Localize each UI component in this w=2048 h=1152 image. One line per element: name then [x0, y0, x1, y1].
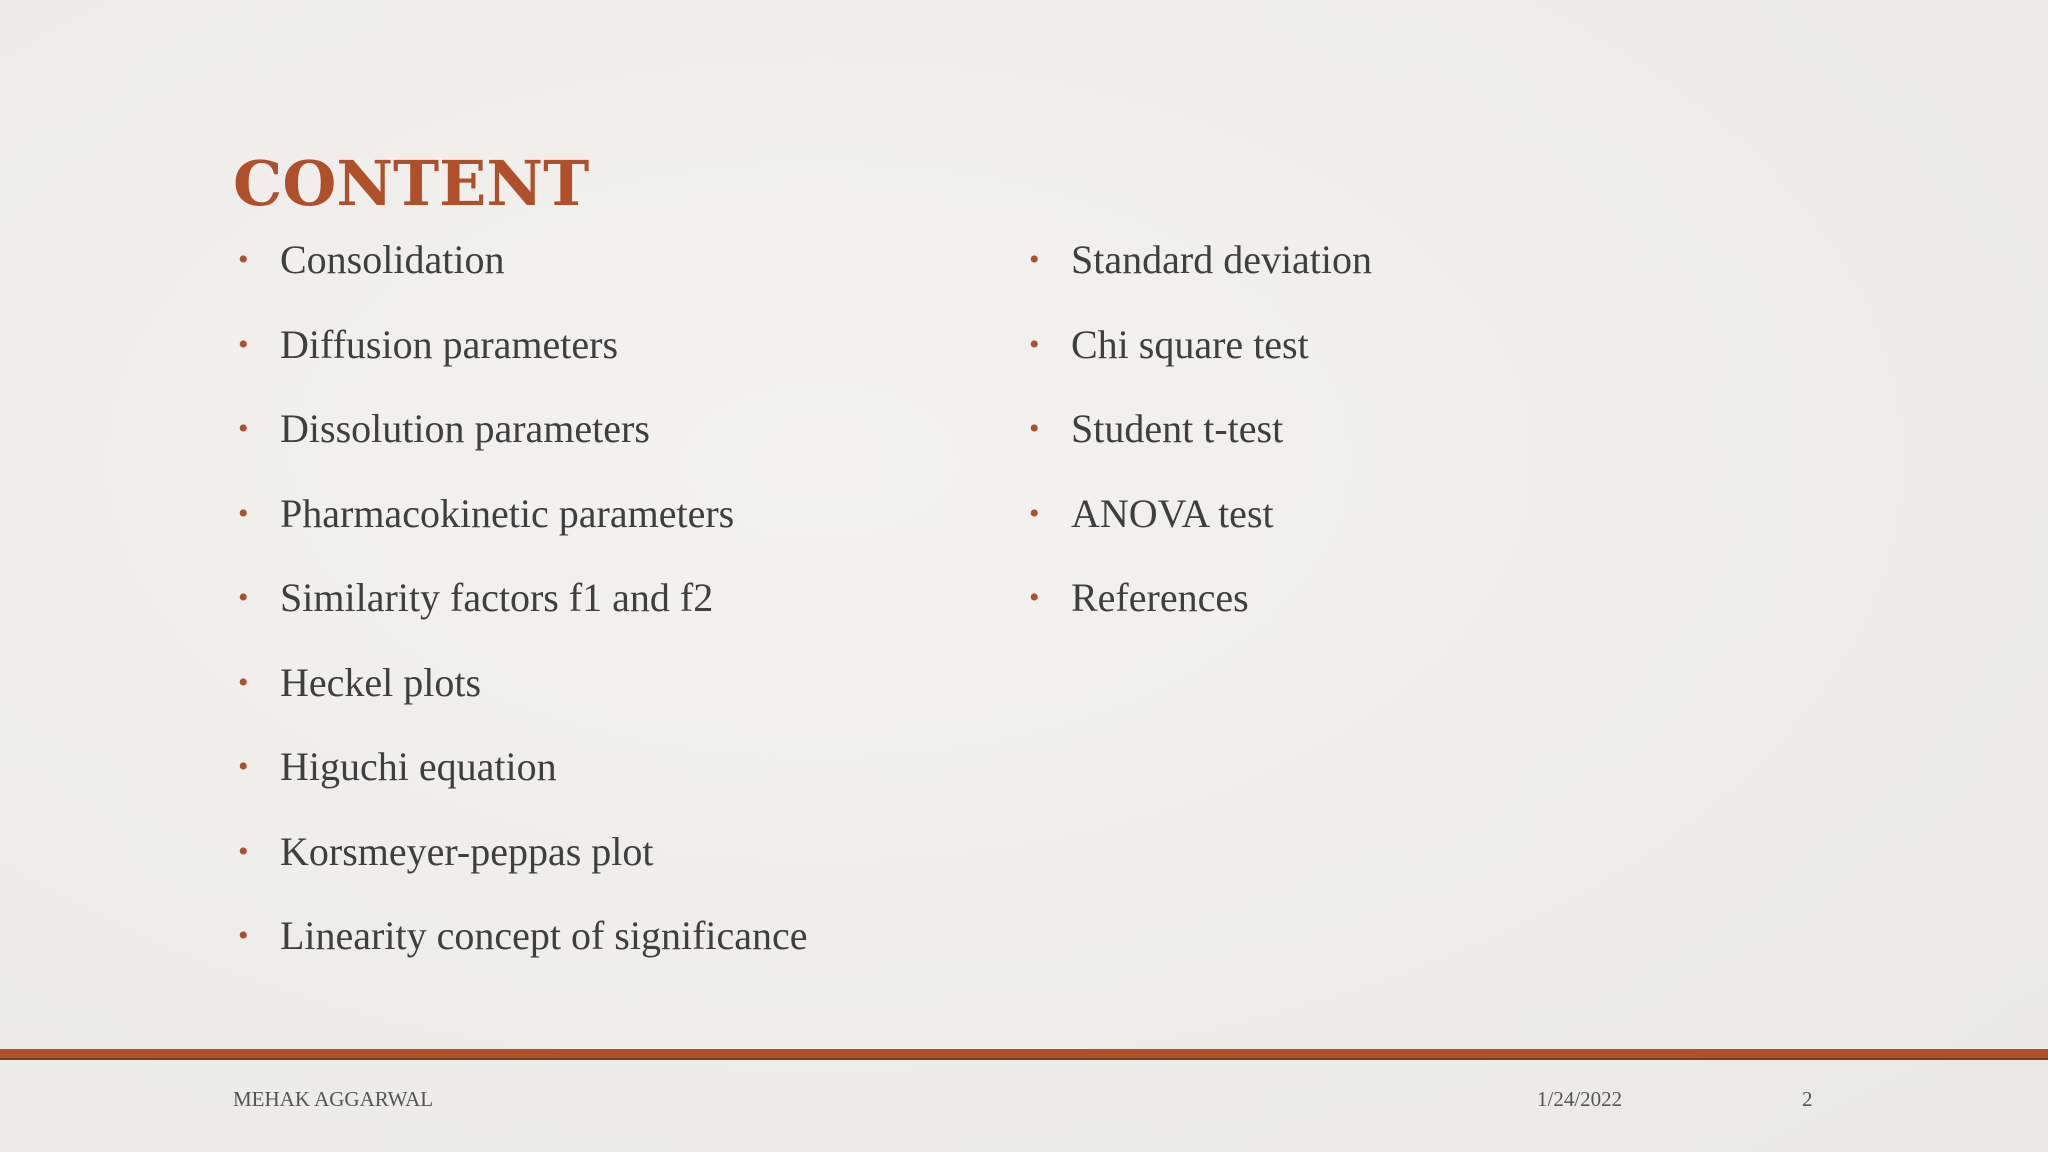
list-item-text: Linearity concept of significance — [280, 913, 808, 958]
bullet-icon: • — [238, 750, 249, 783]
list-item-text: Standard deviation — [1071, 237, 1373, 282]
bullet-icon: • — [1029, 243, 1040, 276]
list-item-text: Dissolution parameters — [280, 406, 650, 451]
list-item — [238, 478, 808, 563]
list-item-text: Diffusion parameters — [280, 321, 619, 367]
list-item — [1029, 224, 1372, 309]
bullet-icon: • — [238, 327, 249, 361]
bullet-icon: • — [238, 581, 249, 614]
bullet-icon: • — [238, 834, 249, 868]
bullet-icon: • — [238, 243, 249, 276]
list-item-text: Korsmeyer-peppas plot — [280, 828, 654, 874]
footer-author: MEHAK AGGARWAL — [233, 1087, 434, 1111]
list-item-text: Similarity factors f1 and f2 — [280, 575, 714, 620]
content-list-left — [238, 224, 808, 985]
bullet-icon: • — [1029, 496, 1040, 530]
list-item — [238, 309, 808, 394]
list-item — [238, 647, 808, 732]
list-item — [238, 731, 808, 816]
footer-date: 1/24/2022 — [1537, 1087, 1623, 1111]
list-item — [238, 224, 808, 309]
slide-title: CONTENT — [233, 147, 590, 220]
list-item-text: References — [1071, 575, 1249, 620]
list-item-text: Chi square test — [1071, 321, 1309, 367]
list-item — [238, 816, 808, 901]
list-item — [1029, 562, 1372, 647]
list-item-text: Higuchi equation — [280, 744, 557, 789]
bullet-icon: • — [238, 665, 249, 699]
list-item — [238, 393, 808, 478]
footer-divider — [0, 1049, 2048, 1060]
bullet-icon: • — [1029, 412, 1040, 445]
bullet-icon: • — [238, 496, 249, 530]
list-item-text: Heckel plots — [280, 659, 482, 705]
list-item-text: Student t-test — [1071, 406, 1284, 451]
bullet-icon: • — [238, 919, 249, 952]
bullet-icon: • — [1029, 327, 1040, 361]
list-item — [238, 562, 808, 647]
bullet-icon: • — [1029, 581, 1040, 614]
list-item — [238, 900, 808, 985]
list-item — [1029, 478, 1372, 563]
list-item-text: ANOVA test — [1071, 490, 1274, 536]
slide-number: 2 — [1802, 1087, 1813, 1111]
list-item-text: Pharmacokinetic parameters — [280, 490, 735, 536]
list-item-text: Consolidation — [280, 237, 505, 282]
list-item — [1029, 393, 1372, 478]
bullet-icon: • — [238, 412, 249, 445]
list-item — [1029, 309, 1372, 394]
content-list-right — [1029, 224, 1372, 647]
